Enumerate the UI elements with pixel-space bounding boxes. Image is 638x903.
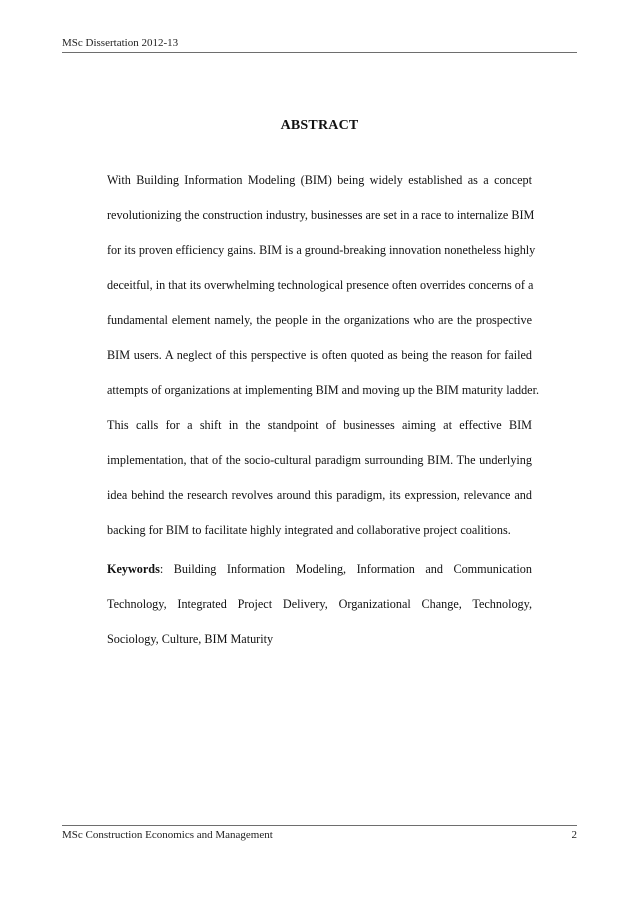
- abstract-line: fundamental element namely, the people in the organizations who are the prospective: [107, 313, 532, 327]
- keywords-line: Technology, Integrated Project Delivery, Organizational Change, Technology,: [107, 597, 532, 611]
- abstract-line: attempts of organizations at implementing BIM and moving up the BIM maturity ladder.: [107, 383, 540, 397]
- footer-rule: [62, 825, 577, 826]
- abstract-line: revolutionizing the construction industry, businesses are set in a race to internalize BIM: [107, 208, 535, 222]
- abstract-line: backing for BIM to facilitate highly integrated and collaborative project coalitions.: [107, 523, 511, 537]
- keywords-section: [107, 560, 532, 665]
- abstract-line: idea behind the research revolves around this paradigm, its expression, relevance and: [107, 488, 532, 502]
- abstract-line: BIM users. A neglect of this perspective is often quoted as being the reason for failed: [107, 348, 532, 362]
- header-rule: [62, 52, 577, 53]
- page-number: 2: [571, 829, 577, 841]
- abstract-title: ABSTRACT: [280, 118, 359, 133]
- abstract-line: deceitful, in that its overwhelming technological presence often overrides concerns of a: [107, 278, 534, 292]
- running-footer: MSc Construction Economics and Management: [62, 829, 273, 841]
- running-header: MSc Dissertation 2012-13: [62, 37, 179, 49]
- abstract-line: implementation, that of the socio-cultural paradigm surrounding BIM. The underlying: [107, 453, 532, 467]
- keywords-line: [107, 560, 532, 595]
- keywords-text: : Building Information Modeling, Information and Communication: [159, 562, 532, 576]
- abstract-line: With Building Information Modeling (BIM) being widely established as a concept: [107, 173, 532, 187]
- abstract-body: [107, 171, 540, 556]
- keywords-label: Keywords: [107, 562, 160, 576]
- abstract-line: This calls for a shift in the standpoint of businesses aiming at effective BIM: [107, 418, 532, 432]
- abstract-line: for its proven efficiency gains. BIM is a ground-breaking innovation nonetheless highly: [107, 243, 536, 257]
- keywords-line: Sociology, Culture, BIM Maturity: [107, 632, 274, 646]
